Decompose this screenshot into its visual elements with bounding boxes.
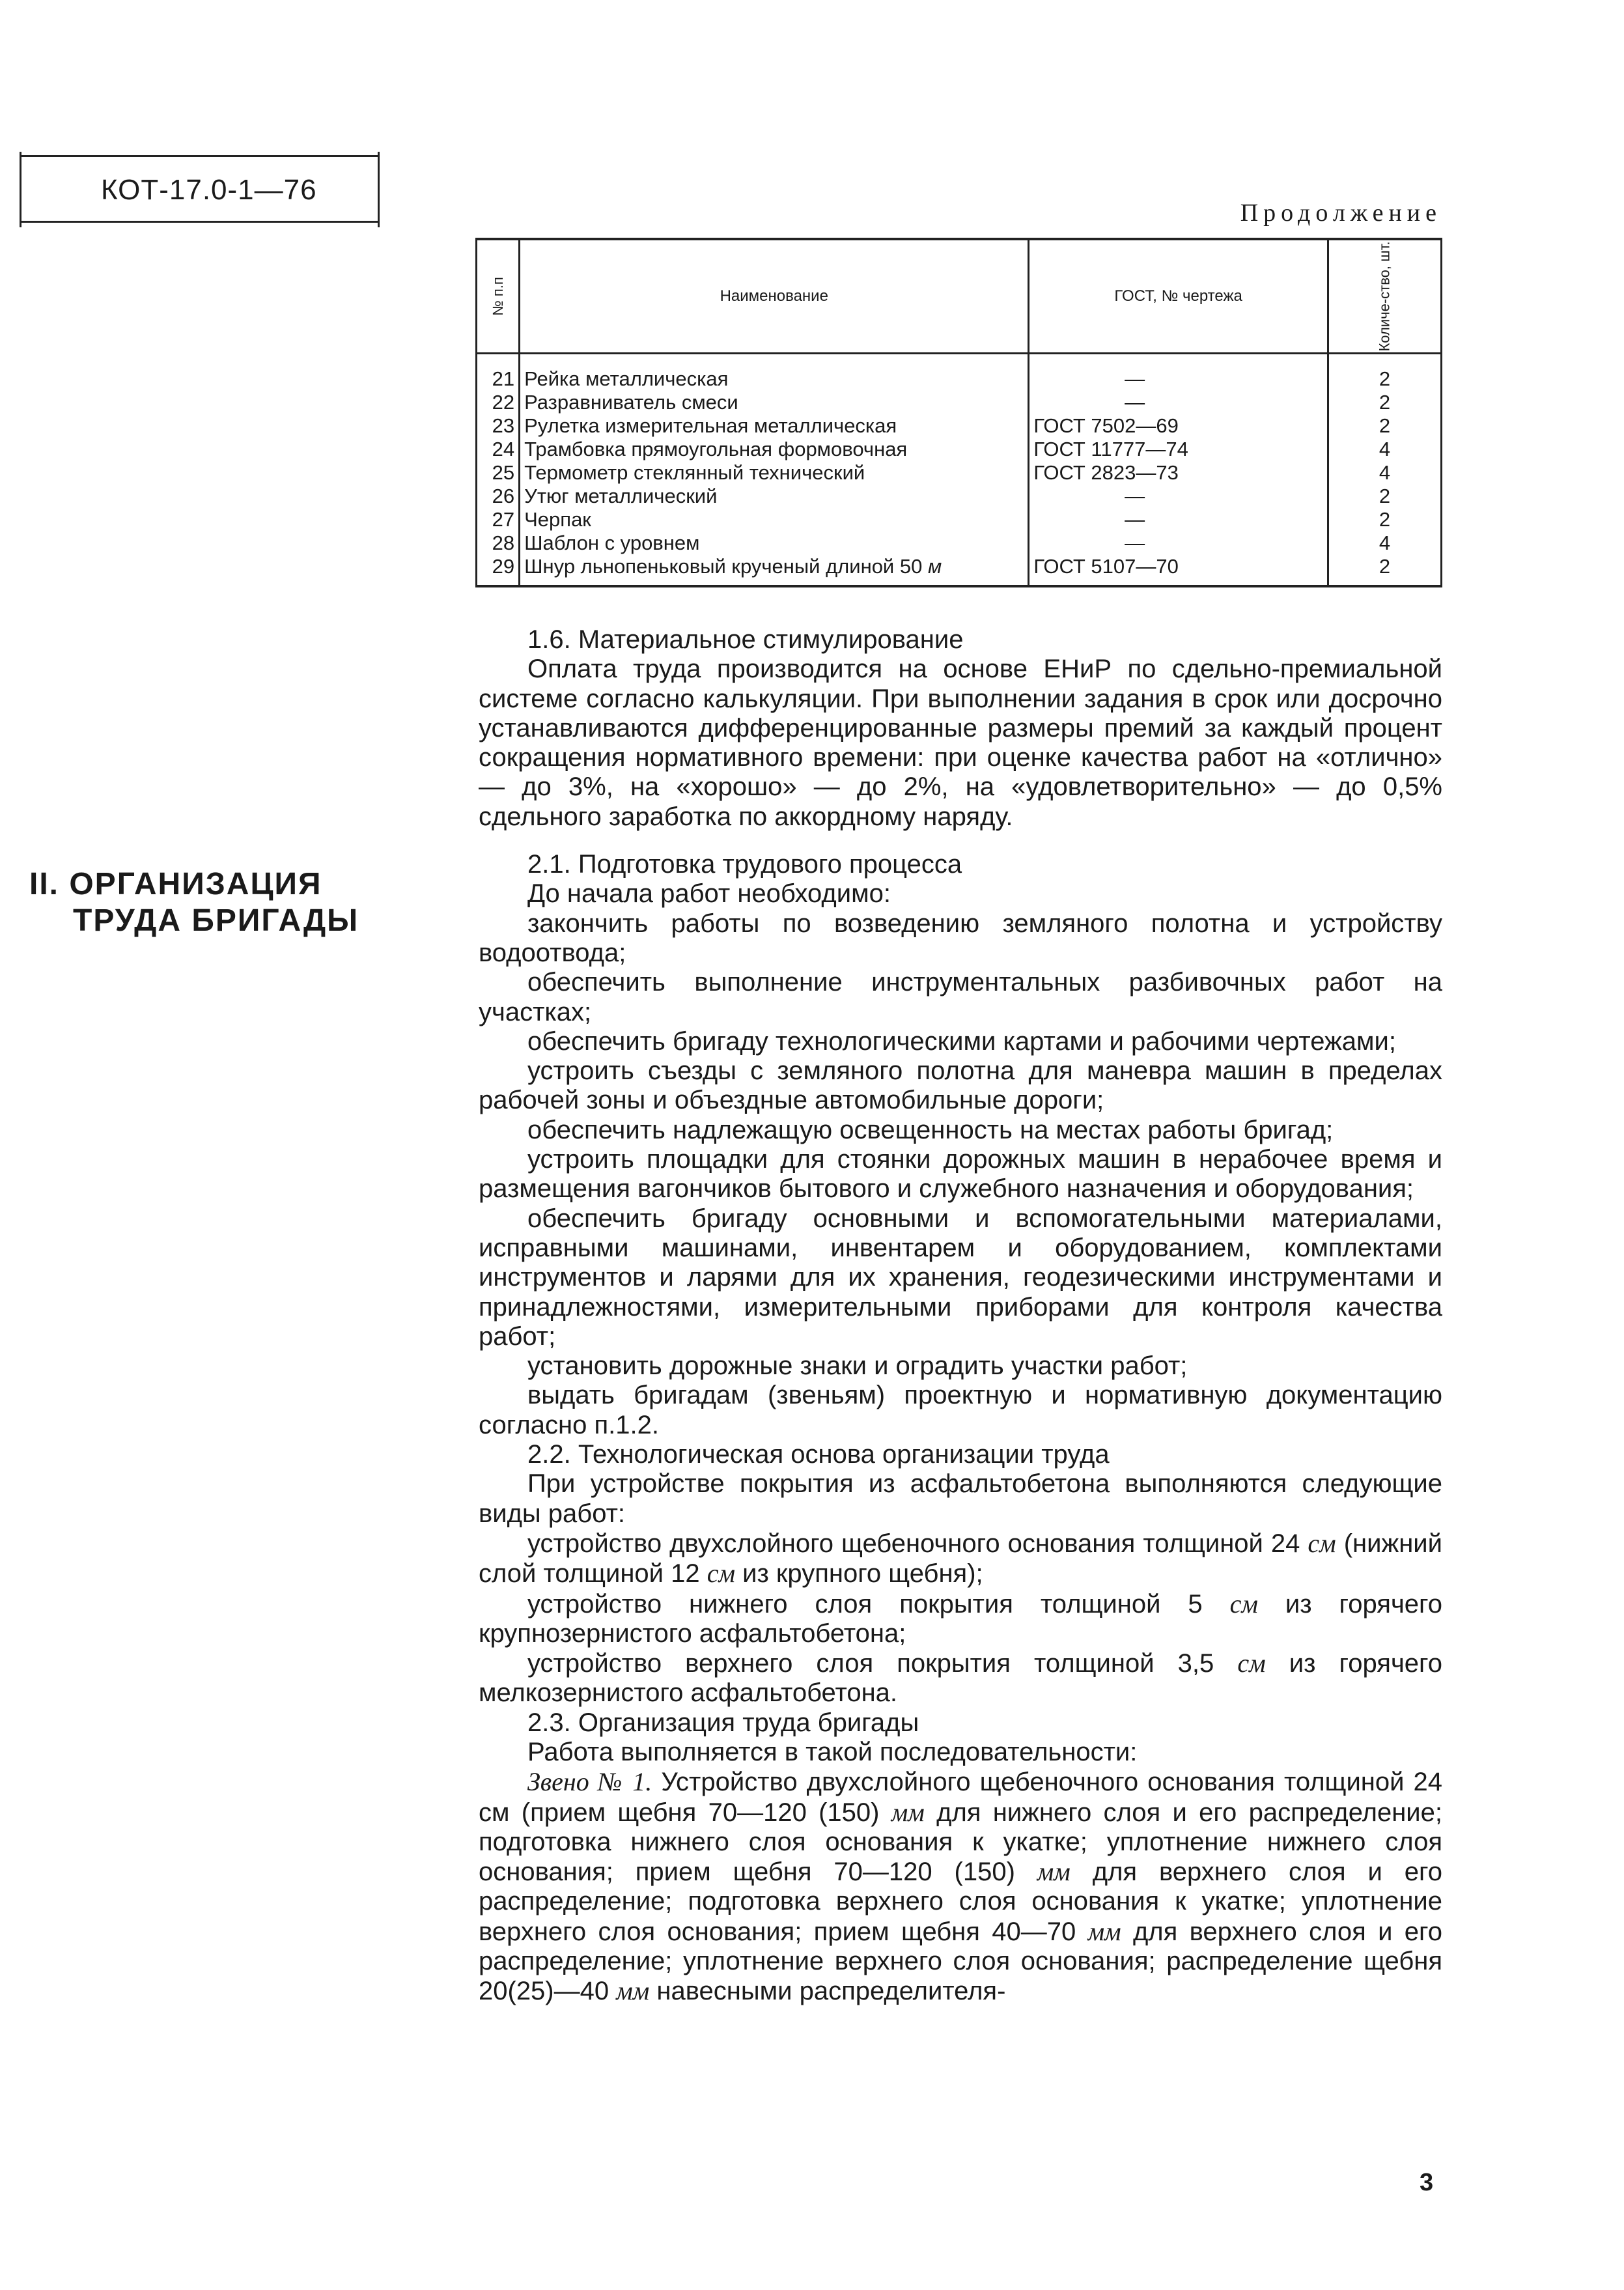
row-num: 22	[492, 391, 515, 414]
table-row	[477, 391, 1442, 414]
row-num: 29	[492, 555, 515, 578]
row-name: Термометр стеклянный технический	[520, 461, 1029, 485]
section-2-2-title: 2.2. Технологическая основа организации труда	[527, 1440, 1110, 1469]
row-qty: 4	[1328, 531, 1441, 555]
row-qty: 2	[1328, 354, 1441, 391]
list-item: обеспечить бригаду основными и вспомогательными материалами, исправными машинами, инвентарем и оборудованием, комплектами инструментов и ларями для их хранения, геодезическими инструментами и принадлежностями, измерительными приборами для контроля качества работ;	[479, 1204, 1442, 1351]
list-item: устройство верхнего слоя покрытия толщиной 3,5 см из горячего мелкозернистого асфальтобетона.	[479, 1648, 1442, 1708]
header-name: Наименование	[520, 239, 1029, 354]
header-gost: ГОСТ, № чертежа	[1029, 239, 1328, 354]
row-num: 25	[492, 461, 515, 484]
row-gost: —	[1029, 508, 1328, 531]
row-num: 21	[492, 367, 515, 390]
zveno-1-label: Звено № 1.	[527, 1767, 652, 1797]
row-qty: 2	[1328, 391, 1441, 414]
section-1-6-title: 1.6. Материальное стимулирование	[527, 625, 964, 654]
table-row	[477, 438, 1442, 461]
table-row	[477, 531, 1442, 555]
row-qty: 2	[1328, 414, 1441, 438]
row-name: Шаблон с уровнем	[520, 531, 1029, 555]
continuation-label: Продолжение	[1240, 199, 1442, 227]
row-name: Разравниватель смеси	[520, 391, 1029, 414]
table-row	[477, 508, 1442, 531]
document-code-box	[20, 155, 380, 223]
list-item: обеспечить бригаду технологическими картами и рабочими чертежами;	[527, 1026, 1396, 1056]
body-text	[479, 625, 1442, 2007]
row-num: 24	[492, 438, 515, 460]
section-2-2-intro: При устройстве покрытия из асфальтобетона выполняются следующие виды работ:	[479, 1469, 1442, 1528]
page-number: 3	[1420, 2169, 1434, 2196]
list-item: обеспечить надлежащую освещенность на местах работы бригад;	[527, 1115, 1334, 1144]
section-2-3-title: 2.3. Организация труда бригады	[527, 1708, 919, 1737]
row-gost: ГОСТ 2823—73	[1029, 461, 1328, 485]
row-gost: ГОСТ 7502—69	[1029, 414, 1328, 438]
list-item: устроить площадки для стоянки дорожных машин в нерабочее время и размещения вагончиков бытового и служебного назначения и оборудования;	[479, 1145, 1442, 1204]
list-item: устройство нижнего слоя покрытия толщиной 5 см из горячего крупнозернистого асфальтобетона;	[479, 1589, 1442, 1648]
header-num: № п.п	[477, 239, 520, 354]
unit-m: м	[927, 555, 942, 578]
row-name: Рейка металлическая	[520, 354, 1029, 391]
row-num: 28	[492, 531, 515, 554]
row-name: Рулетка измерительная металлическая	[520, 414, 1029, 438]
section-2-heading-line1: II. ОРГАНИЗАЦИЯ	[29, 867, 322, 901]
section-2-3-intro: Работа выполняется в такой последовательности:	[527, 1737, 1138, 1766]
list-item: установить дорожные знаки и оградить участки работ;	[527, 1351, 1188, 1381]
zveno-1-paragraph: Звено № 1. Устройство двухслойного щебеночного основания толщиной 24 см (прием щебня 70—120 (150) мм для нижнего слоя и его распределение; подготовка нижнего слоя основания к укатке; уплотнение нижнего слоя основания; прием щебня 70—120 (150) мм для верхнего слоя и его распределение; подготовка верхнего слоя основания к укатке; уплотнение верхнего слоя основания; прием щебня 40—70 мм для верхнего слоя и его распределение; уплотнение верхнего слоя основания; распределение щебня 20(25)—40 мм навесными распределителя-	[479, 1767, 1443, 2006]
section-2-1-title: 2.1. Подготовка трудового процесса	[527, 850, 962, 879]
table-row	[477, 354, 1442, 391]
table-row	[477, 461, 1442, 485]
row-qty: 4	[1328, 461, 1441, 485]
list-item: выдать бригадам (звеньям) проектную и нормативную документацию согласно п.1.2.	[479, 1381, 1442, 1439]
section-2-1-intro: До начала работ необходимо:	[527, 879, 891, 909]
section-2-heading	[29, 866, 359, 939]
section-1-6-text: Оплата труда производится на основе ЕНиР по сдельно-премиальной системе согласно калькуляции. При выполнении задания в срок или досрочно устанавливаются дифференцированные размеры премий за каждый процент сокращения нормативного времени: при оценке качества работ на «отлично» — до 3%, на «хорошо» — до 2%, на «удовлетворительно» — до 0,5% сдельного заработка по аккордному наряду.	[479, 655, 1442, 831]
row-gost: ГОСТ 11777—74	[1029, 438, 1328, 461]
row-gost: ГОСТ 5107—70	[1029, 555, 1328, 586]
table-row	[477, 555, 1442, 586]
row-num: 26	[492, 485, 515, 507]
row-name: Шнур льнопеньковый крученый длиной 50 м	[520, 555, 1029, 586]
list-item: обеспечить выполнение инструментальных разбивочных работ на участках;	[479, 968, 1442, 1026]
table-row	[477, 414, 1442, 438]
list-item: устроить съезды с земляного полотна для маневра машин в пределах рабочей зоны и объездные автомобильные дороги;	[479, 1056, 1442, 1115]
list-item: устройство двухслойного щебеночного основания толщиной 24 см (нижний слой толщиной 12 см из крупного щебня);	[479, 1528, 1442, 1589]
row-num: 27	[492, 508, 515, 531]
row-gost: —	[1029, 485, 1328, 508]
header-qty: Количе-ство, шт.	[1328, 239, 1441, 354]
row-name: Утюг металлический	[520, 485, 1029, 508]
row-qty: 2	[1328, 485, 1441, 508]
row-num: 23	[492, 414, 515, 437]
row-name: Черпак	[520, 508, 1029, 531]
table-row	[477, 485, 1442, 508]
equipment-table	[475, 238, 1442, 587]
document-code: КОТ-17.0-1—76	[101, 174, 317, 206]
row-name: Трамбовка прямоугольная формовочная	[520, 438, 1029, 461]
row-gost: —	[1029, 531, 1328, 555]
row-qty: 4	[1328, 438, 1441, 461]
table-header-row	[477, 239, 1442, 354]
row-gost: —	[1029, 391, 1328, 414]
list-item: закончить работы по возведению земляного полотна и устройству водоотвода;	[479, 909, 1442, 967]
row-qty: 2	[1328, 555, 1441, 586]
row-qty: 2	[1328, 508, 1441, 531]
row-gost: —	[1029, 354, 1328, 391]
section-2-heading-line2: ТРУДА БРИГАДЫ	[73, 903, 359, 938]
